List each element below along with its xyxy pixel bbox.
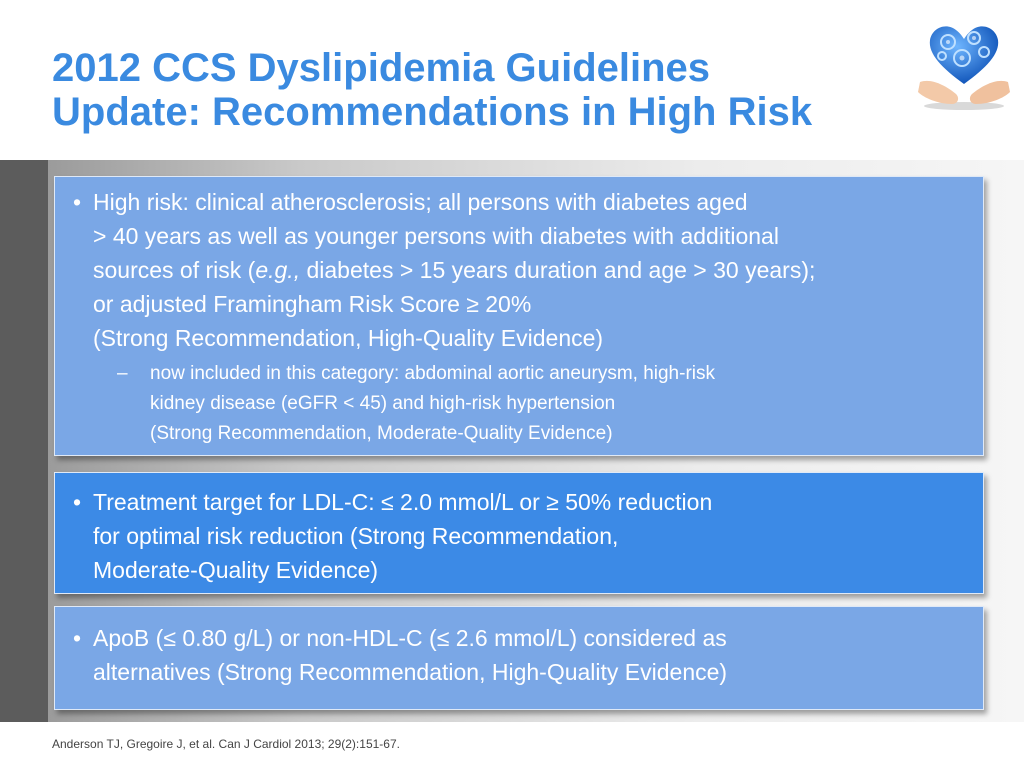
ldl-target-text	[93, 485, 712, 587]
ldl-target-line-1: Treatment target for LDL-C: ≤ 2.0 mmol/L or ≥ 50% reduction	[93, 489, 713, 515]
subpoint-line-3: (Strong Recommendation, Moderate-Quality Evidence)	[150, 423, 613, 444]
high-risk-line-5: (Strong Recommendation, High-Quality Evidence)	[93, 325, 604, 351]
high-risk-line-2: > 40 years as well as younger persons with diabetes with additional	[93, 223, 779, 249]
ldl-target-line-3: Moderate-Quality Evidence)	[93, 557, 379, 583]
subpoint-line-2: kidney disease (eGFR < 45) and high-risk hypertension	[150, 393, 616, 414]
recommendation-box-ldl-target	[54, 472, 984, 594]
left-dark-stripe	[0, 160, 48, 722]
high-risk-line-4: or adjusted Framingham Risk Score ≥ 20%	[93, 291, 532, 317]
high-risk-line-3-pre: sources of risk (	[93, 257, 256, 283]
alternatives-text	[93, 621, 727, 689]
high-risk-subpoint	[150, 359, 715, 449]
heart-of-gears-in-hands-icon	[912, 8, 1016, 112]
recommendation-box-high-risk	[54, 176, 984, 456]
high-risk-line-3-emphasis: e.g.,	[255, 257, 301, 283]
high-risk-line-3-post: diabetes > 15 years duration and age > 30 years);	[300, 257, 816, 283]
recommendation-box-alternatives	[54, 606, 984, 710]
slide-title-line-1: 2012 CCS Dyslipidemia Guidelines	[52, 46, 711, 90]
high-risk-text	[93, 185, 815, 355]
sub-bullet-dash: –	[117, 363, 128, 384]
subpoint-line-1: now included in this category: abdominal aortic aneurysm, high-risk	[150, 363, 715, 384]
alternatives-line-1: ApoB (≤ 0.80 g/L) or non-HDL-C (≤ 2.6 mmol/L) considered as	[93, 625, 727, 651]
slide-title-line-2: Update: Recommendations in High Risk	[52, 90, 813, 134]
ldl-target-line-2: for optimal risk reduction (Strong Recommendation,	[93, 523, 619, 549]
bullet-marker: •	[73, 489, 82, 515]
bullet-marker: •	[73, 189, 82, 215]
high-risk-line-3	[93, 253, 815, 287]
citation-footer: Anderson TJ, Gregoire J, et al. Can J Cardiol 2013; 29(2):151-67.	[52, 737, 400, 751]
alternatives-line-2: alternatives (Strong Recommendation, High-Quality Evidence)	[93, 659, 728, 685]
bullet-marker: •	[73, 625, 82, 651]
slide-title	[52, 46, 932, 134]
high-risk-line-1: High risk: clinical atherosclerosis; all persons with diabetes aged	[93, 189, 748, 215]
